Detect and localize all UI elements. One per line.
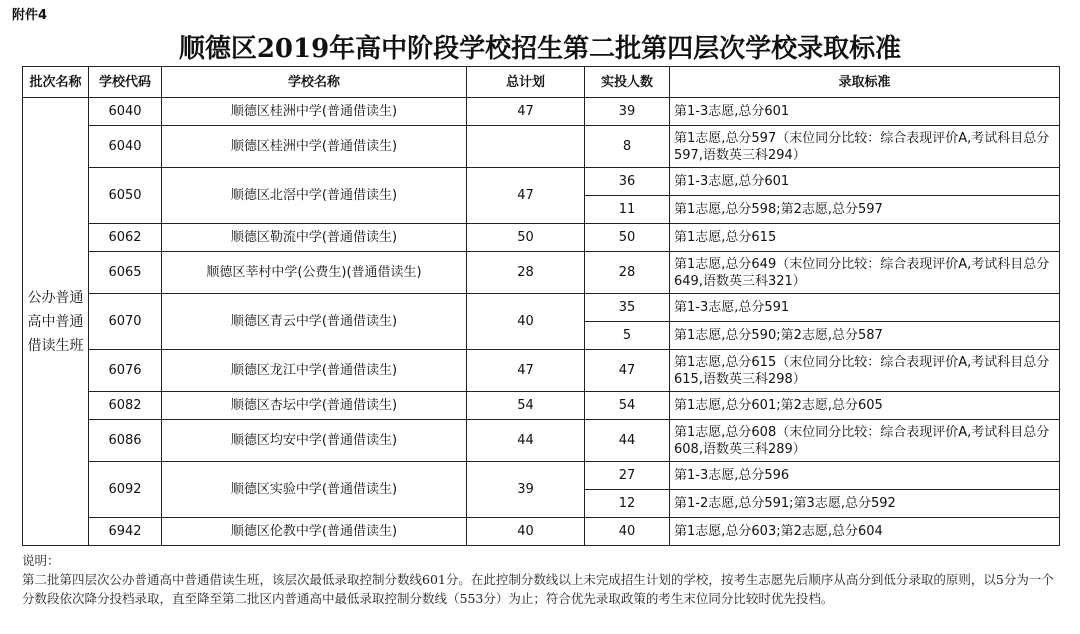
table-row <box>23 350 1060 392</box>
criteria: 第1志愿,总分603;第2志愿,总分604 <box>670 518 1060 546</box>
school-name: 顺德区莘村中学(公费生)(普通借读生) <box>162 252 467 294</box>
applicants: 12 <box>585 490 670 518</box>
school-code: 6092 <box>89 462 162 518</box>
notes-section <box>22 551 1062 608</box>
criteria: 第1志愿,总分598;第2志愿,总分597 <box>670 196 1060 224</box>
total-plan <box>467 126 585 168</box>
applicants: 47 <box>585 350 670 392</box>
applicants: 27 <box>585 462 670 490</box>
criteria: 第1志愿,总分597（末位同分比较：综合表现评价A,考试科目总分597,语数英三科294） <box>670 126 1060 168</box>
header-applicants: 实投人数 <box>585 67 670 98</box>
criteria: 第1-3志愿,总分591 <box>670 294 1060 322</box>
attachment-label: 附件4 <box>12 8 48 23</box>
header-plan: 总计划 <box>467 67 585 98</box>
total-plan: 44 <box>467 420 585 462</box>
table-row <box>23 224 1060 252</box>
school-code: 6076 <box>89 350 162 392</box>
criteria: 第1-3志愿,总分601 <box>670 168 1060 196</box>
total-plan: 28 <box>467 252 585 294</box>
total-plan: 50 <box>467 224 585 252</box>
batch-name-cell <box>23 98 89 546</box>
school-name: 顺德区北滘中学(普通借读生) <box>162 168 467 224</box>
school-name: 顺德区桂洲中学(普通借读生) <box>162 126 467 168</box>
page-title: 顺德区2019年高中阶段学校招生第二批第四层次学校录取标准 <box>178 34 902 64</box>
school-code: 6082 <box>89 392 162 420</box>
applicants: 39 <box>585 98 670 126</box>
school-name: 顺德区均安中学(普通借读生) <box>162 420 467 462</box>
school-name: 顺德区伦教中学(普通借读生) <box>162 518 467 546</box>
table-row <box>23 98 1060 126</box>
school-code: 6065 <box>89 252 162 294</box>
school-code: 6942 <box>89 518 162 546</box>
school-name: 顺德区桂洲中学(普通借读生) <box>162 98 467 126</box>
school-code: 6062 <box>89 224 162 252</box>
school-name: 顺德区勒流中学(普通借读生) <box>162 224 467 252</box>
table-row <box>23 392 1060 420</box>
header-criteria: 录取标准 <box>670 67 1060 98</box>
table-row <box>23 252 1060 294</box>
school-code: 6070 <box>89 294 162 350</box>
applicants: 44 <box>585 420 670 462</box>
notes-label: 说明： <box>22 553 60 568</box>
applicants: 5 <box>585 322 670 350</box>
criteria: 第1志愿,总分608（末位同分比较：综合表现评价A,考试科目总分608,语数英三科289） <box>670 420 1060 462</box>
criteria: 第1-3志愿,总分596 <box>670 462 1060 490</box>
batch-name-line: 公办普通 <box>27 289 84 306</box>
total-plan: 47 <box>467 98 585 126</box>
school-name: 顺德区杏坛中学(普通借读生) <box>162 392 467 420</box>
table-row <box>23 168 1060 196</box>
criteria: 第1-3志愿,总分601 <box>670 98 1060 126</box>
table-row <box>23 518 1060 546</box>
total-plan: 39 <box>467 462 585 518</box>
header-school-name: 学校名称 <box>162 67 467 98</box>
applicants: 11 <box>585 196 670 224</box>
table-row <box>23 126 1060 168</box>
school-code: 6040 <box>89 126 162 168</box>
total-plan: 47 <box>467 168 585 224</box>
criteria: 第1志愿,总分649（末位同分比较：综合表现评价A,考试科目总分649,语数英三科321） <box>670 252 1060 294</box>
applicants: 28 <box>585 252 670 294</box>
total-plan: 54 <box>467 392 585 420</box>
applicants: 35 <box>585 294 670 322</box>
admission-table <box>22 66 1060 546</box>
criteria: 第1志愿,总分615（末位同分比较：综合表现评价A,考试科目总分615,语数英三科298） <box>670 350 1060 392</box>
table-row <box>23 462 1060 490</box>
applicants: 36 <box>585 168 670 196</box>
header-batch: 批次名称 <box>23 67 89 98</box>
school-code: 6040 <box>89 98 162 126</box>
applicants: 50 <box>585 224 670 252</box>
applicants: 54 <box>585 392 670 420</box>
total-plan: 40 <box>467 294 585 350</box>
table-header-row <box>23 67 1060 98</box>
table-row <box>23 420 1060 462</box>
total-plan: 47 <box>467 350 585 392</box>
total-plan: 40 <box>467 518 585 546</box>
school-code: 6050 <box>89 168 162 224</box>
batch-name-line: 借读生班 <box>27 337 84 354</box>
table-row <box>23 294 1060 322</box>
criteria: 第1-2志愿,总分591;第3志愿,总分592 <box>670 490 1060 518</box>
applicants: 8 <box>585 126 670 168</box>
batch-name-line: 高中普通 <box>27 313 84 330</box>
school-name: 顺德区实验中学(普通借读生) <box>162 462 467 518</box>
school-name: 顺德区青云中学(普通借读生) <box>162 294 467 350</box>
school-code: 6086 <box>89 420 162 462</box>
criteria: 第1志愿,总分601;第2志愿,总分605 <box>670 392 1060 420</box>
criteria: 第1志愿,总分590;第2志愿,总分587 <box>670 322 1060 350</box>
applicants: 40 <box>585 518 670 546</box>
header-code: 学校代码 <box>89 67 162 98</box>
school-name: 顺德区龙江中学(普通借读生) <box>162 350 467 392</box>
criteria: 第1志愿,总分615 <box>670 224 1060 252</box>
notes-text: 第二批第四层次公办普通高中普通借读生班，该层次最低录取控制分数线601分。在此控制分数线以上未完成招生计划的学校，按考生志愿先后顺序从高分到低分录取的原则，以5分为一个分数段依次降分投档录取，直至降至第二批区内普通高中最低录取控制分数线（553分）为止；符合优先录取政策的考生末位同分比较时优先投档。 <box>22 572 1054 606</box>
